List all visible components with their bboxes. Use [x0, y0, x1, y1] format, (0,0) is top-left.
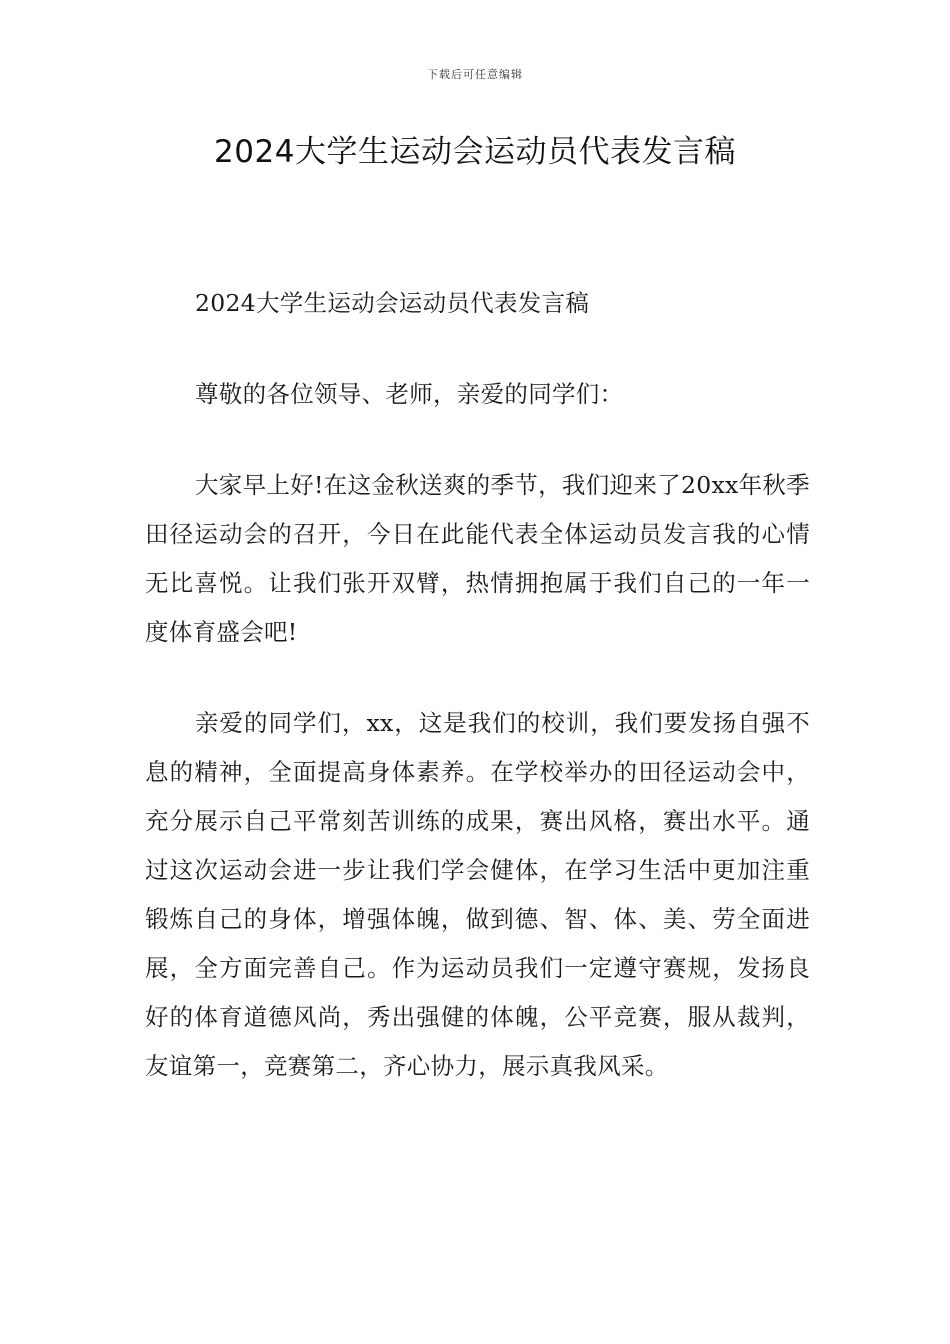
header-note: 下载后可任意编辑 — [427, 68, 523, 81]
body-paragraph-greeting: 大家早上好!在这金秋送爽的季节，我们迎来了20xx年秋季田径运动会的召开，今日在此能代表全体运动员发言我的心情无比喜悦。让我们张开双臂，热情拥抱属于我们自己的一年一度体育盛会吧! — [145, 471, 810, 646]
document-body — [145, 279, 810, 1133]
document-title: 2024大学生运动会运动员代表发言稿 — [214, 134, 736, 170]
body-paragraph-main: 亲爱的同学们，xx，这是我们的校训，我们要发扬自强不息的精神，全面提高身体素养。在学校举办的田径运动会中，充分展示自己平常刻苦训练的成果，赛出风格，赛出水平。通过这次运动会进一步让我们学会健体，在学习生活中更加注重锻炼自己的身体，增强体魄，做到德、智、体、美、劳全面进展，全方面完善自己。作为运动员我们一定遵守赛规，发扬良好的体育道德风尚，秀出强健的体魄，公平竞赛，服从裁判，友谊第一，竞赛第二，齐心协力，展示真我风采。 — [145, 709, 810, 1080]
body-paragraph-subtitle: 2024大学生运动会运动员代表发言稿 — [195, 289, 590, 317]
body-paragraph-salutation: 尊敬的各位领导、老师，亲爱的同学们： — [195, 380, 624, 408]
